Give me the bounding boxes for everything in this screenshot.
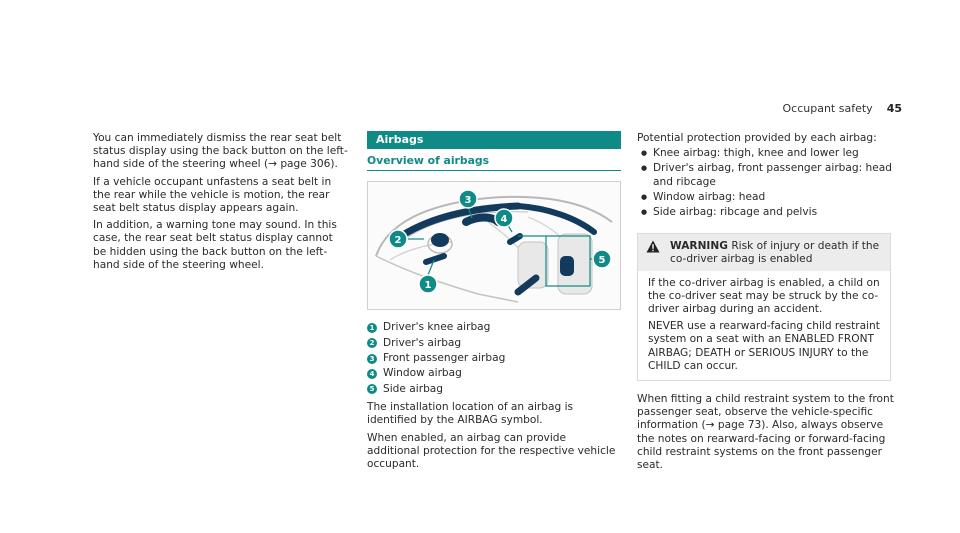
section-band: Airbags	[367, 131, 621, 149]
warning-paragraph: If the co-driver airbag is enabled, a child on the co-driver seat may be struck by the co-driver airbag during an accident.	[648, 276, 880, 316]
legend-item	[367, 366, 621, 381]
legend-number: 5	[367, 384, 377, 394]
airbag-figure	[367, 181, 621, 310]
bullet-list	[637, 147, 895, 219]
legend-label: Window airbag	[383, 367, 462, 380]
svg-text:2: 2	[394, 235, 402, 247]
list-item: ● Window airbag: head	[637, 191, 895, 204]
paragraph: In addition, a warning tone may sound. In this case, the rear seat belt status display cannot be hidden using the back button on the left-hand side of the steering wheel.	[93, 219, 337, 271]
svg-text:4: 4	[500, 214, 508, 226]
airbag-legend	[367, 320, 621, 397]
list-item: ● Driver's airbag, front passenger airbag: head and ribcage	[637, 162, 895, 188]
legend-item	[367, 336, 621, 351]
legend-number: 1	[367, 323, 377, 333]
column-left	[93, 132, 348, 276]
warning-heading-text	[670, 240, 882, 266]
legend-item	[367, 351, 621, 366]
warning-title: WARNING	[670, 240, 728, 253]
legend-label: Driver's knee airbag	[383, 321, 491, 334]
warning-headline: Risk of injury or death if the co-driver airbag is enabled	[670, 240, 880, 266]
legend-number: 2	[367, 338, 377, 348]
legend-item	[367, 382, 621, 397]
subheading: Overview of airbags	[367, 154, 621, 171]
warning-header	[638, 234, 890, 270]
svg-text:5: 5	[598, 255, 606, 267]
legend-label: Front passenger airbag	[383, 352, 506, 365]
legend-label: Driver's airbag	[383, 336, 462, 349]
warning-triangle-icon	[646, 240, 660, 253]
paragraph: If a vehicle occupant unfastens a seat belt in the rear while the vehicle is motion, the rear seat belt status display appears again.	[93, 175, 332, 215]
callout-2	[389, 230, 407, 248]
page-header	[783, 102, 902, 115]
warning-box	[637, 233, 891, 381]
legend-item	[367, 320, 621, 335]
paragraph: Potential protection provided by each airbag:	[637, 132, 877, 144]
legend-number: 4	[367, 369, 377, 379]
legend-number: 3	[367, 354, 377, 364]
paragraph: When enabled, an airbag can provide additional protection for the respective vehicle occupant.	[367, 431, 616, 470]
warning-paragraph: NEVER use a rearward-facing child restraint system on a seat with an ENABLED FRONT AIRBAG; DEATH or SERIOUS INJURY to the CHILD can occur.	[648, 320, 880, 372]
callout-1	[419, 275, 437, 293]
list-item: ● Knee airbag: thigh, knee and lower leg	[637, 147, 895, 160]
list-item: ● Side airbag: ribcage and pelvis	[637, 206, 895, 219]
car-interior-illustration	[368, 182, 622, 311]
paragraph: When fitting a child restraint system to the front passenger seat, observe the vehicle-specific information (→ page 73). Also, always observe the notes on rearward-facing or forward-facing child restraint systems on the front passenger seat.	[637, 393, 894, 472]
paragraph: The installation location of an airbag is identified by the AIRBAG symbol.	[367, 401, 574, 427]
page-number: 45	[886, 102, 902, 115]
legend-label: Side airbag	[383, 382, 444, 395]
column-middle	[367, 132, 621, 475]
svg-text:1: 1	[424, 280, 432, 292]
svg-text:3: 3	[464, 195, 472, 207]
warning-body	[638, 271, 890, 380]
column-right	[637, 132, 895, 476]
callout-3	[459, 190, 477, 208]
callout-5	[593, 250, 611, 268]
callout-4	[495, 209, 513, 227]
section-title: Occupant safety	[782, 102, 873, 115]
paragraph: You can immediately dismiss the rear seat belt status display using the back button on the left-hand side of the steering wheel (→ page 306).	[93, 132, 348, 171]
